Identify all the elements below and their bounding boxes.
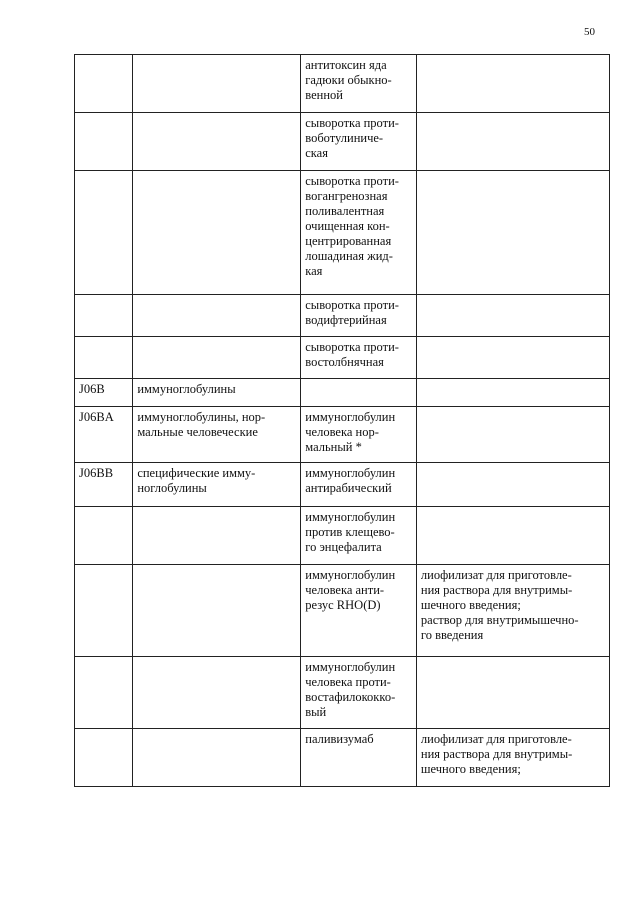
table-row [75,295,610,337]
dosage-form-cell [416,113,609,171]
dosage-form-cell [416,407,609,463]
dosage-form-cell [416,463,609,507]
table-row [75,729,610,787]
dosage-form-cell [416,379,609,407]
drug-name-cell: сыворотка проти- востолбнячная [301,337,417,379]
drug-name-cell: иммуноглобулин человека нор- мальный * [301,407,417,463]
table-row [75,337,610,379]
table-row [75,657,610,729]
table-row [75,407,610,463]
drug-name-cell: иммуноглобулин человека анти- резус RHO(D) [301,565,417,657]
dosage-form-cell [416,657,609,729]
drug-name-cell: сыворотка проти- воботулиниче- ская [301,113,417,171]
drug-table [74,54,610,787]
atc-code-cell [75,113,133,171]
atc-code-cell: J06B [75,379,133,407]
drug-name-cell: сыворотка проти- водифтерийная [301,295,417,337]
atc-code-cell: J06BA [75,407,133,463]
dosage-form-cell [416,507,609,565]
atc-code-cell [75,295,133,337]
dosage-form-cell [416,337,609,379]
table-row [75,113,610,171]
table-row [75,379,610,407]
group-name-cell [133,113,301,171]
dosage-form-cell [416,55,609,113]
dosage-form-cell [416,171,609,295]
group-name-cell: специфические имму- ноглобулины [133,463,301,507]
group-name-cell: иммуноглобулины, нор- мальные человеческие [133,407,301,463]
atc-code-cell [75,337,133,379]
atc-code-cell [75,171,133,295]
group-name-cell [133,171,301,295]
group-name-cell [133,657,301,729]
atc-code-cell [75,507,133,565]
dosage-form-cell: лиофилизат для приготовле- ния раствора для внутримы- шечного введения; раствор для внутримышечно- го введения [416,565,609,657]
table-row [75,463,610,507]
group-name-cell [133,507,301,565]
group-name-cell: иммуноглобулины [133,379,301,407]
dosage-form-cell: лиофилизат для приготовле- ния раствора для внутримы- шечного введения; [416,729,609,787]
group-name-cell [133,55,301,113]
group-name-cell [133,337,301,379]
atc-code-cell [75,55,133,113]
atc-code-cell: J06BB [75,463,133,507]
table-row [75,565,610,657]
drug-name-cell: иммуноглобулин антирабический [301,463,417,507]
table-row [75,507,610,565]
group-name-cell [133,295,301,337]
table-row [75,171,610,295]
group-name-cell [133,565,301,657]
page-number: 50 [584,26,595,38]
drug-name-cell: сыворотка проти- вогангренозная поливалентная очищенная кон- центрированная лошадиная жид- кая [301,171,417,295]
table-row [75,55,610,113]
atc-code-cell [75,729,133,787]
drug-name-cell [301,379,417,407]
atc-code-cell [75,657,133,729]
drug-name-cell: антитоксин яда гадюки обыкно- венной [301,55,417,113]
drug-name-cell: паливизумаб [301,729,417,787]
group-name-cell [133,729,301,787]
drug-name-cell: иммуноглобулин человека проти- востафилококко- вый [301,657,417,729]
drug-name-cell: иммуноглобулин против клещево- го энцефалита [301,507,417,565]
dosage-form-cell [416,295,609,337]
atc-code-cell [75,565,133,657]
